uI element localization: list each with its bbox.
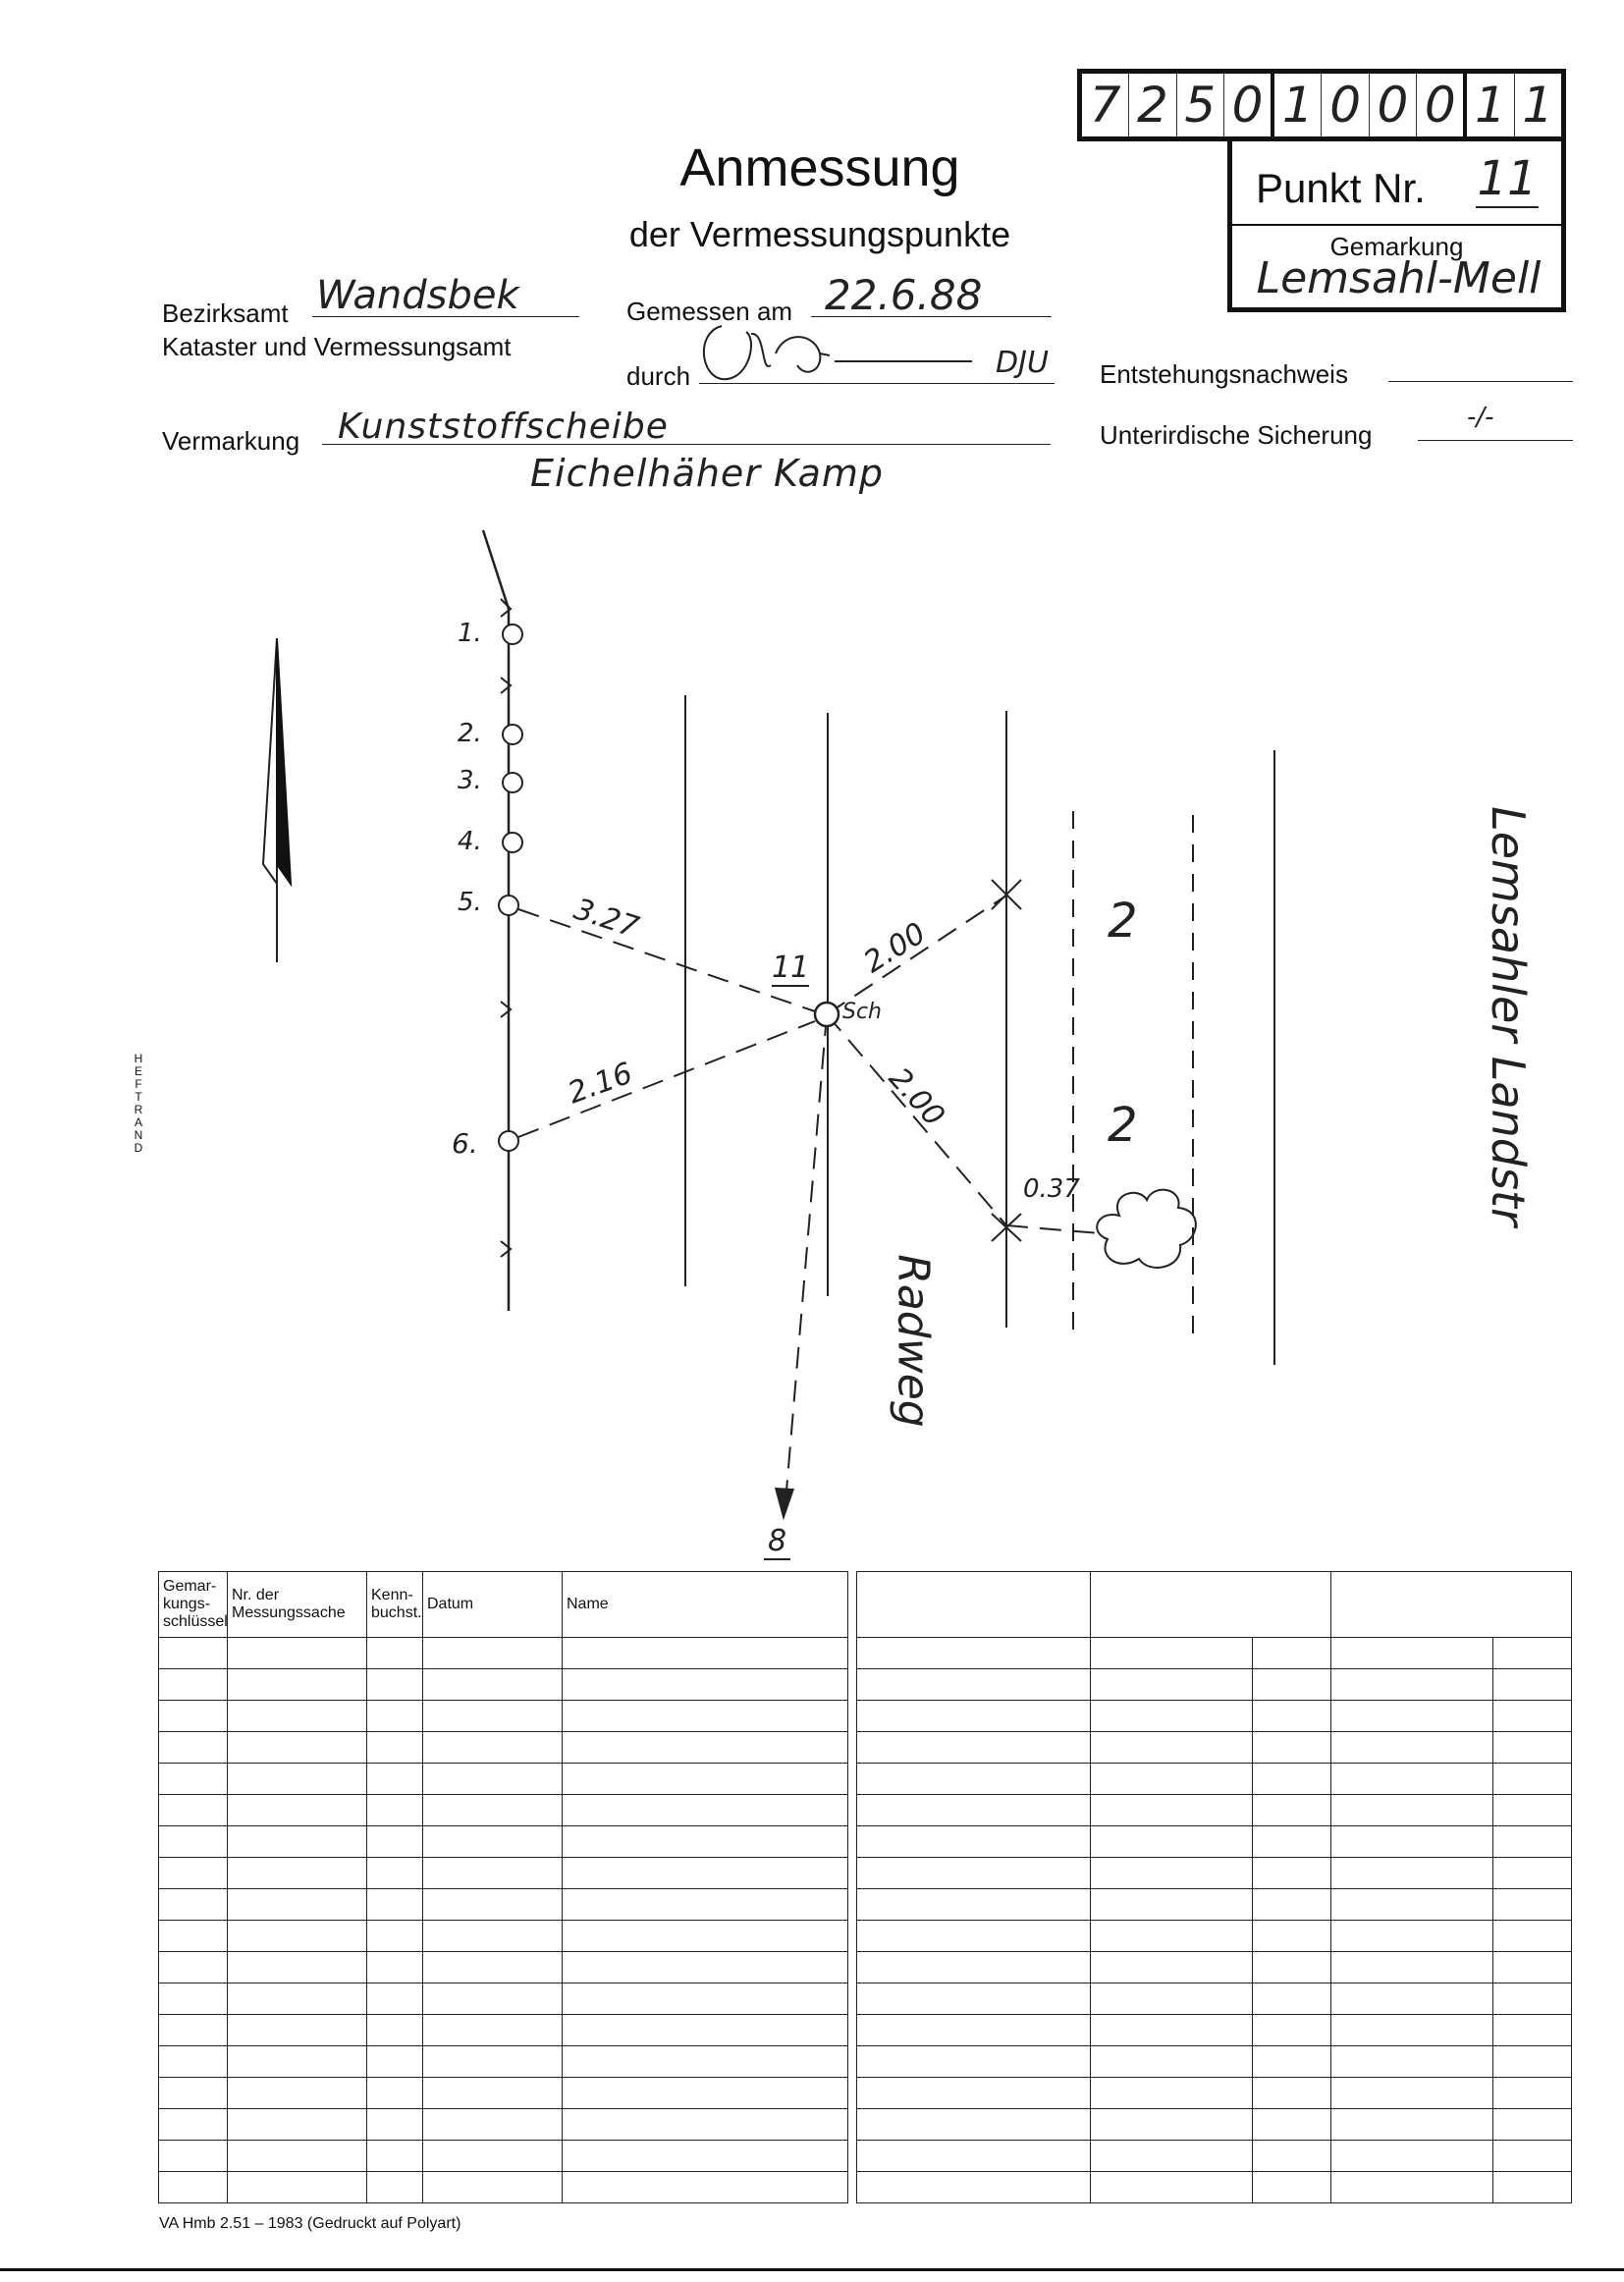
code-digit: 5: [1177, 74, 1224, 136]
footer-note: VA Hmb 2.51 – 1983 (Gedruckt auf Polyart): [159, 2215, 461, 2232]
code-digit: 1: [1467, 74, 1514, 136]
bottom-rule: [0, 2268, 1624, 2271]
bezirksamt-label: Bezirksamt: [162, 299, 289, 328]
durch-initials: DJU: [996, 346, 1049, 380]
point-label: 5.: [458, 888, 482, 917]
col-header: Kenn- buchst.: [367, 1572, 423, 1638]
sicherung-value: -/-: [1467, 403, 1494, 432]
distance-label: 2.00: [857, 915, 932, 981]
point-label: 2.: [458, 719, 482, 748]
code-digit: 7: [1082, 74, 1129, 136]
measurement-table: [158, 1571, 848, 2203]
gemessen-value: 22.6.88: [825, 271, 983, 319]
code-digit: 2: [1129, 74, 1176, 136]
durch-label: durch: [626, 361, 691, 391]
col-header: Datum: [423, 1572, 563, 1638]
col-header: Name: [563, 1572, 848, 1638]
point-label: 4.: [458, 827, 482, 856]
col-header: Gemar- kungs- schlüssel: [159, 1572, 228, 1638]
lane-mark: 2: [1108, 894, 1138, 949]
code-digit: 0: [1370, 74, 1417, 136]
sicherung-label: Unterirdische Sicherung: [1100, 420, 1373, 450]
vermarkung-value: Kunststoffscheibe: [338, 407, 669, 447]
entstehung-label: Entstehungsnachweis: [1100, 359, 1348, 389]
lane-mark: 2: [1108, 1098, 1138, 1153]
distance-label: 2.00: [882, 1060, 951, 1134]
street-label: Lemsahler Landstr: [1482, 806, 1535, 1226]
vermarkung-label: Vermarkung: [162, 426, 300, 456]
code-digit: 0: [1417, 74, 1467, 136]
point-11-marker: [815, 1003, 839, 1026]
gemarkung-value: Lemsahl-Mell: [1256, 253, 1542, 303]
distance-label: 0.37: [1023, 1174, 1080, 1204]
page-title: Anmessung: [679, 138, 960, 197]
col-header: Nr. der Messungssache: [228, 1572, 367, 1638]
tree-icon: [1097, 1190, 1196, 1268]
distance-label: 2.16: [564, 1056, 637, 1112]
margin-label: HEFTRAND: [134, 1052, 143, 1155]
point-number: 11: [772, 951, 810, 985]
code-digit: 0: [1322, 74, 1369, 136]
page-subtitle: der Vermessungspunkte: [628, 214, 1011, 254]
code-digit: 1: [1522, 77, 1554, 134]
point-label: 6.: [452, 1127, 478, 1160]
code-digit: 0: [1224, 74, 1274, 136]
point-label: 3.: [458, 766, 482, 795]
code-digit: 1: [1274, 74, 1322, 136]
ref-point-label: 8: [764, 1524, 790, 1560]
gemessen-label: Gemessen am: [626, 297, 793, 326]
point-label: 1.: [458, 619, 482, 648]
punkt-label: Punkt Nr.: [1256, 165, 1426, 211]
bezirksamt-value: Wandsbek: [316, 273, 519, 318]
punkt-value: 11: [1477, 151, 1538, 206]
point-mark: Sch: [842, 1000, 883, 1024]
gemarkung-label: Gemarkung: [1329, 232, 1464, 261]
street-name: Eichelhäher Kamp: [530, 452, 885, 495]
kataster-label: Kataster und Vermessungsamt: [162, 332, 512, 361]
bike-path-label: Radweg: [888, 1254, 939, 1428]
north-arrow-icon: [263, 638, 291, 962]
right-table: [856, 1571, 1572, 2203]
distance-label: 3.27: [569, 892, 643, 946]
